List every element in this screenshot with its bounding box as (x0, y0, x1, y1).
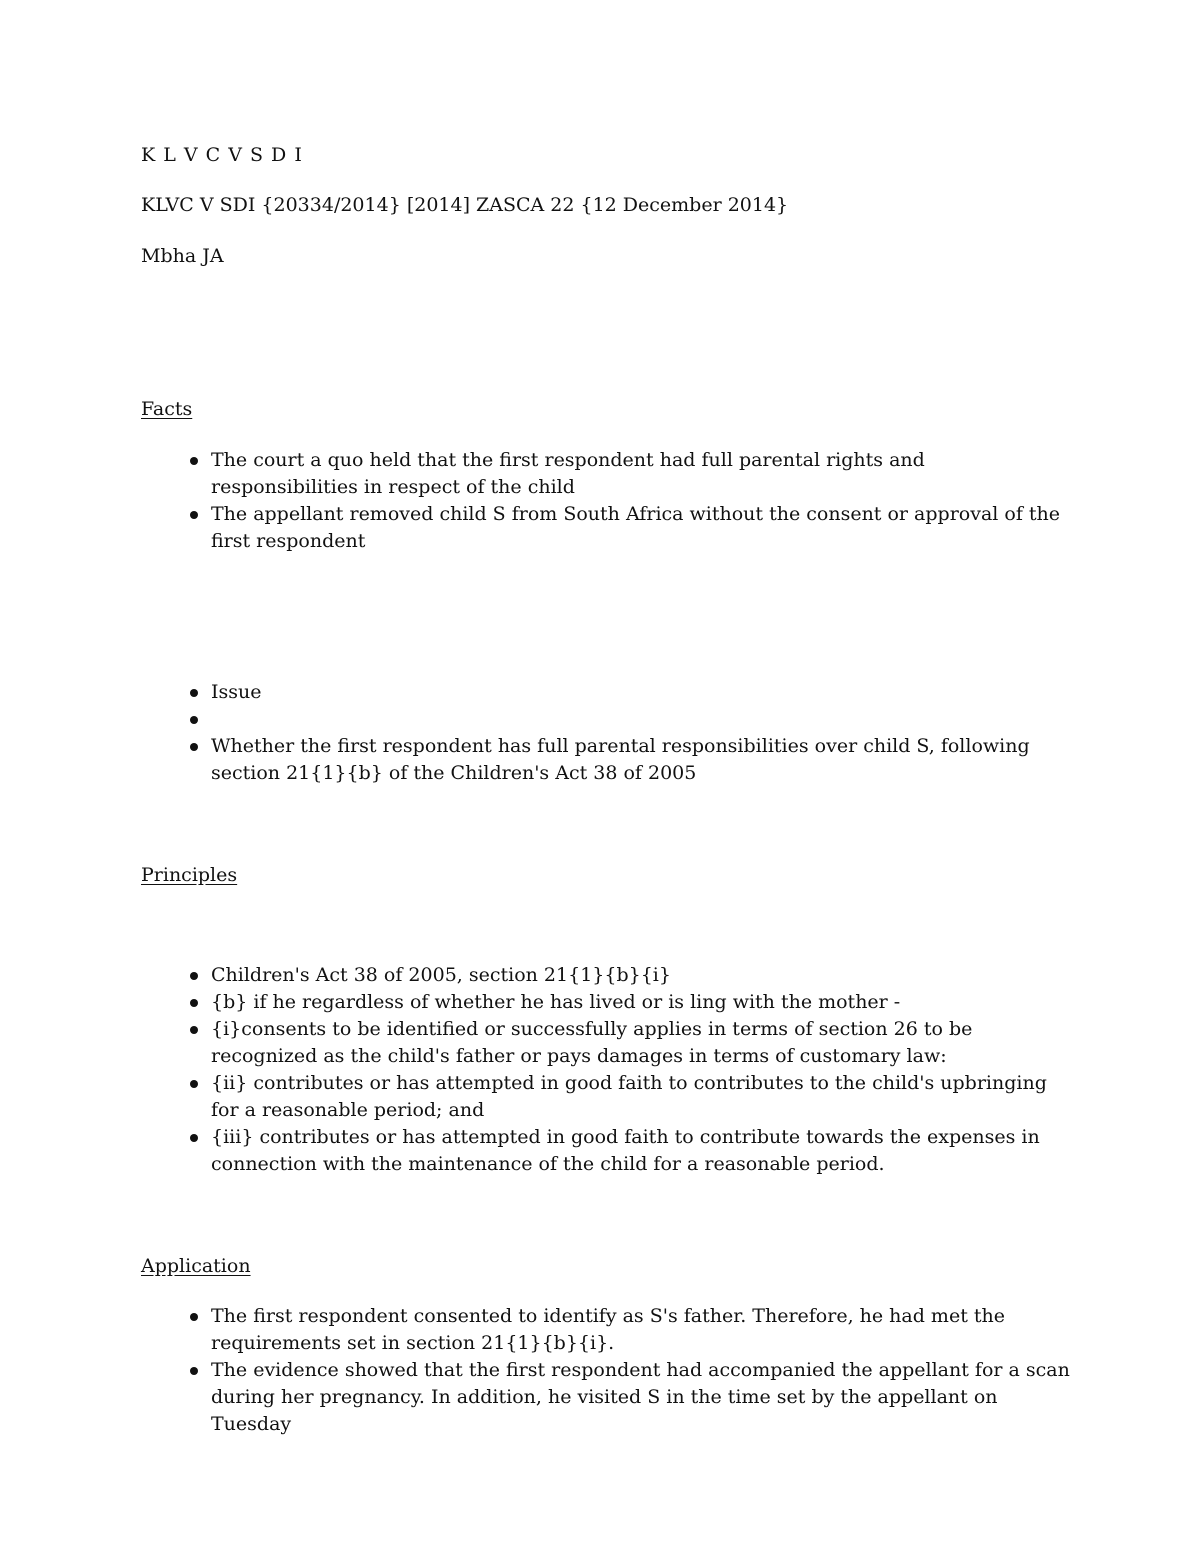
list-item: The court a quo held that the first respondent had full parental rights and responsibilities in respect of the child (211, 447, 1071, 501)
list-item: {ii} contributes or has attempted in good faith to contributes to the child's upbringing for a reasonable period; and (211, 1070, 1071, 1124)
application-heading: Application (141, 1255, 251, 1277)
application-list (211, 1303, 1071, 1438)
list-item: Children's Act 38 of 2005, section 21{1}{b}{i} (211, 962, 1071, 989)
list-item: The evidence showed that the first respondent had accompanied the appellant for a scan during her pregnancy. In addition, he visited S in the time set by the appellant on Tuesday (211, 1357, 1071, 1438)
issue-list (211, 679, 1071, 787)
principles-list (211, 962, 1071, 1178)
list-item: Whether the first respondent has full parental responsibilities over child S, following section 21{1}{b} of the Children's Act 38 of 2005 (211, 733, 1071, 787)
list-item: {iii} contributes or has attempted in good faith to contribute towards the expenses in connection with the maintenance of the child for a reasonable period. (211, 1124, 1071, 1178)
case-citation: KLVC V SDI {20334/2014} [2014] ZASCA 22 {12 December 2014} (141, 194, 789, 216)
judge-name: Mbha JA (141, 245, 224, 267)
list-item: The appellant removed child S from South Africa without the consent or approval of the first respondent (211, 501, 1071, 555)
list-item: The first respondent consented to identify as S's father. Therefore, he had met the requirements set in section 21{1}{b}{i}. (211, 1303, 1071, 1357)
facts-heading: Facts (141, 398, 193, 420)
spaced-title: K L V C V S D I (141, 144, 303, 166)
principles-heading: Principles (141, 864, 238, 886)
list-item: {i}consents to be identified or successfully applies in terms of section 26 to be recognized as the child's father or pays damages in terms of customary law: (211, 1016, 1071, 1070)
list-item (211, 706, 1071, 733)
list-item: {b} if he regardless of whether he has lived or is ling with the mother - (211, 989, 1071, 1016)
list-item: Issue (211, 679, 1071, 706)
facts-list (211, 447, 1071, 555)
